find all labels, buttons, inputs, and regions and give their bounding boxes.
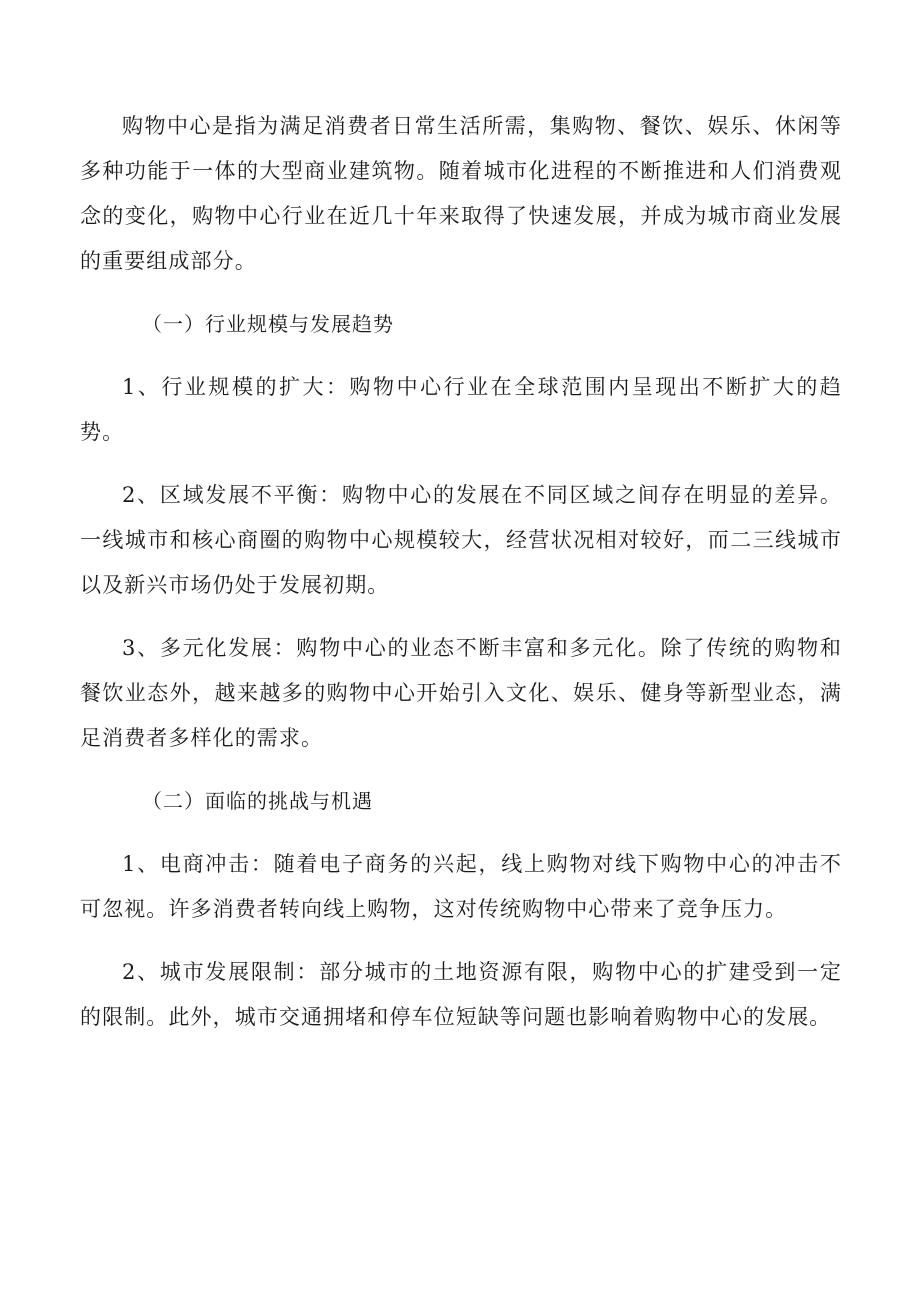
list-item: 1、行业规模的扩大：购物中心行业在全球范围内呈现出不断扩大的趋势。: [80, 375, 842, 444]
section-heading-challenges-opportunities: （二）面临的挑战与机遇: [142, 789, 373, 813]
list-item: 1、电商冲击：随着电子商务的兴起，线上购物对线下购物中心的冲击不可忽视。许多消费者转向线上购物，这对传统购物中心带来了竞争压力。: [80, 852, 842, 921]
list-item: 2、区域发展不平衡：购物中心的发展在不同区域之间存在明显的差异。一线城市和核心商圈的购物中心规模较大，经营状况相对较好，而二三线城市以及新兴市场仍处于发展初期。: [80, 483, 842, 597]
list-item: 2、城市发展限制：部分城市的土地资源有限，购物中心的扩建受到一定的限制。此外，城市交通拥堵和停车位短缺等问题也影响着购物中心的发展。: [80, 960, 842, 1029]
list-item: 3、多元化发展：购物中心的业态不断丰富和多元化。除了传统的购物和餐饮业态外，越来越多的购物中心开始引入文化、娱乐、健身等新型业态，满足消费者多样化的需求。: [80, 636, 842, 750]
intro-paragraph: 购物中心是指为满足消费者日常生活所需，集购物、餐饮、娱乐、休闲等多种功能于一体的大型商业建筑物。随着城市化进程的不断推进和人们消费观念的变化，购物中心行业在近几十年来取得了快速发展，并成为城市商业发展的重要组成部分。: [80, 114, 842, 273]
section-heading-scale-trend: （一）行业规模与发展趋势: [142, 312, 394, 336]
document-page: [80, 104, 842, 1040]
